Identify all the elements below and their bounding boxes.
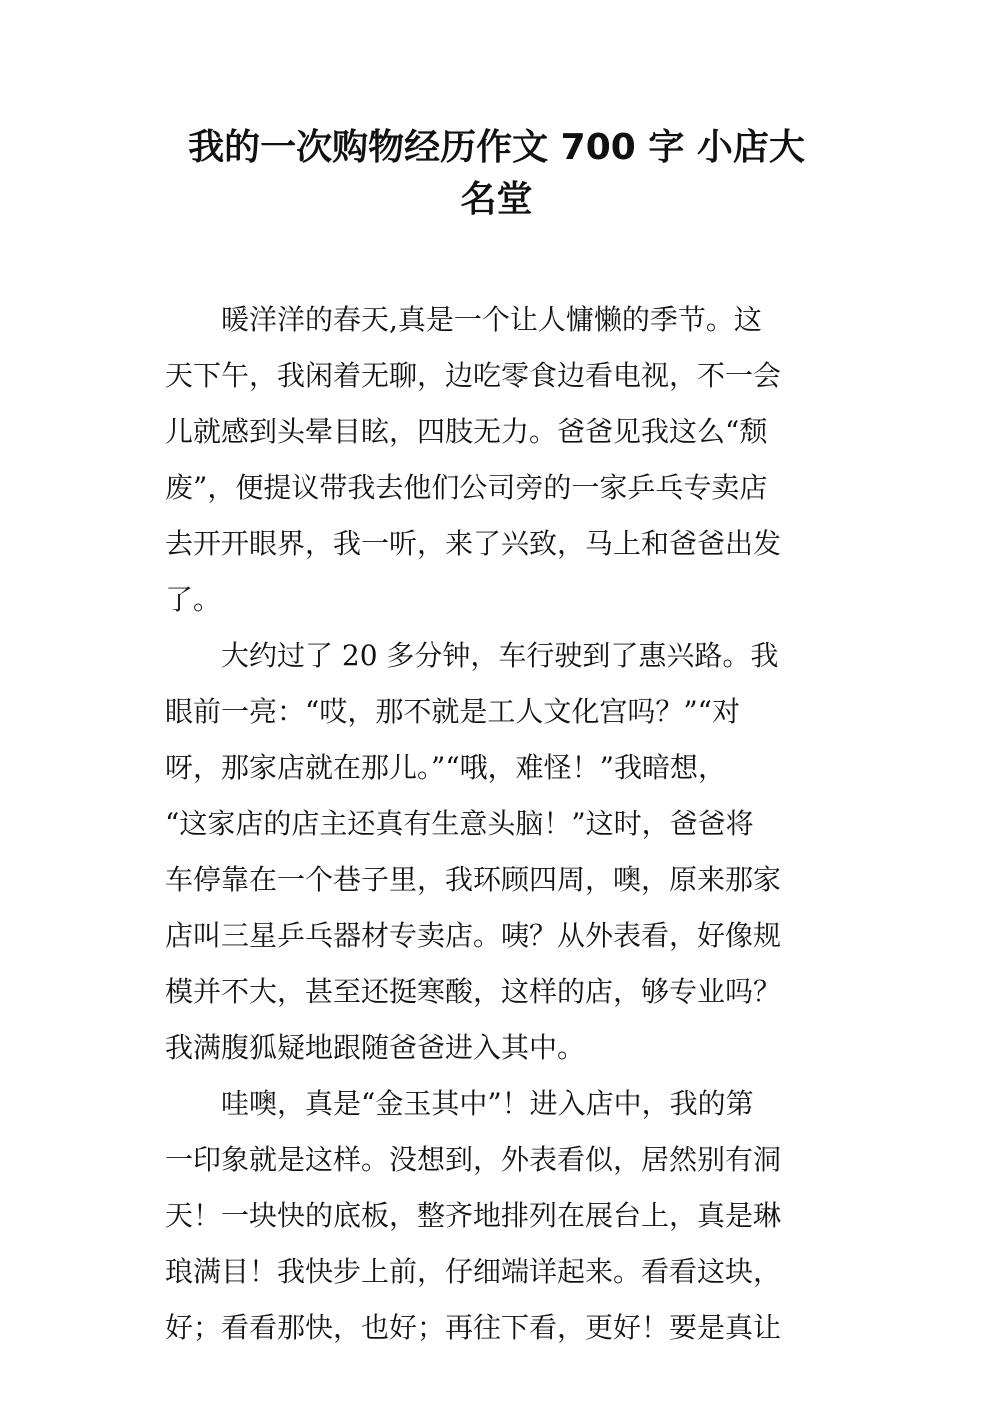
title-line-1: 我的一次购物经历作文 700 字 小店大 [188,127,805,168]
paragraph-line: 好；看看那快，也好；再往下看，更好！要是真让 [165,1311,782,1344]
paragraph-line: 了。 [165,583,222,616]
document-body [165,292,830,1356]
paragraph-line: 模并不大，甚至还挺寒酸，这样的店，够专业吗？ [165,975,782,1008]
paragraph-line: 一印象就是这样。没想到，外表看似，居然别有洞 [165,1143,782,1176]
paragraph-line: 眼前一亮：“哎，那不就是工人文化宫吗？”“对 [165,695,740,728]
paragraph-line: 车停靠在一个巷子里，我环顾四周，噢，原来那家 [165,863,782,896]
paragraph-line: 天下午，我闲着无聊，边吃零食边看电视，不一会 [165,359,782,392]
paragraph-line: 琅满目！我快步上前，仔细端详起来。看看这块， [165,1255,782,1288]
paragraph-line: 暖洋洋的春天,真是一个让人慵懒的季节。这 [221,303,762,336]
paragraph-line: 儿就感到头晕目眩，四肢无力。爸爸见我这么“颓 [165,415,768,448]
document-title [150,122,843,226]
paragraph-line: 大约过了 20 多分钟，车行驶到了惠兴路。我 [221,639,779,672]
paragraph-1 [165,292,830,628]
paragraph-line: “这家店的店主还真有生意头脑！”这时，爸爸将 [165,807,754,840]
paragraph-3 [165,1076,830,1356]
paragraph-line: 店叫三星乒乓器材专卖店。咦？从外表看，好像规 [165,919,782,952]
paragraph-2 [165,628,830,1076]
paragraph-line: 废”，便提议带我去他们公司旁的一家乒乓专卖店 [165,471,768,504]
paragraph-line: 我满腹狐疑地跟随爸爸进入其中。 [165,1031,586,1064]
paragraph-line: 呀，那家店就在那儿。”“哦，难怪！”我暗想， [165,751,726,784]
paragraph-line: 天！一块快的底板，整齐地排列在展台上，真是琳 [165,1199,782,1232]
paragraph-line: 去开开眼界，我一听，来了兴致，马上和爸爸出发 [165,527,782,560]
title-line-2: 名堂 [460,179,533,220]
paragraph-line: 哇噢，真是“金玉其中”！进入店中，我的第 [221,1087,754,1120]
